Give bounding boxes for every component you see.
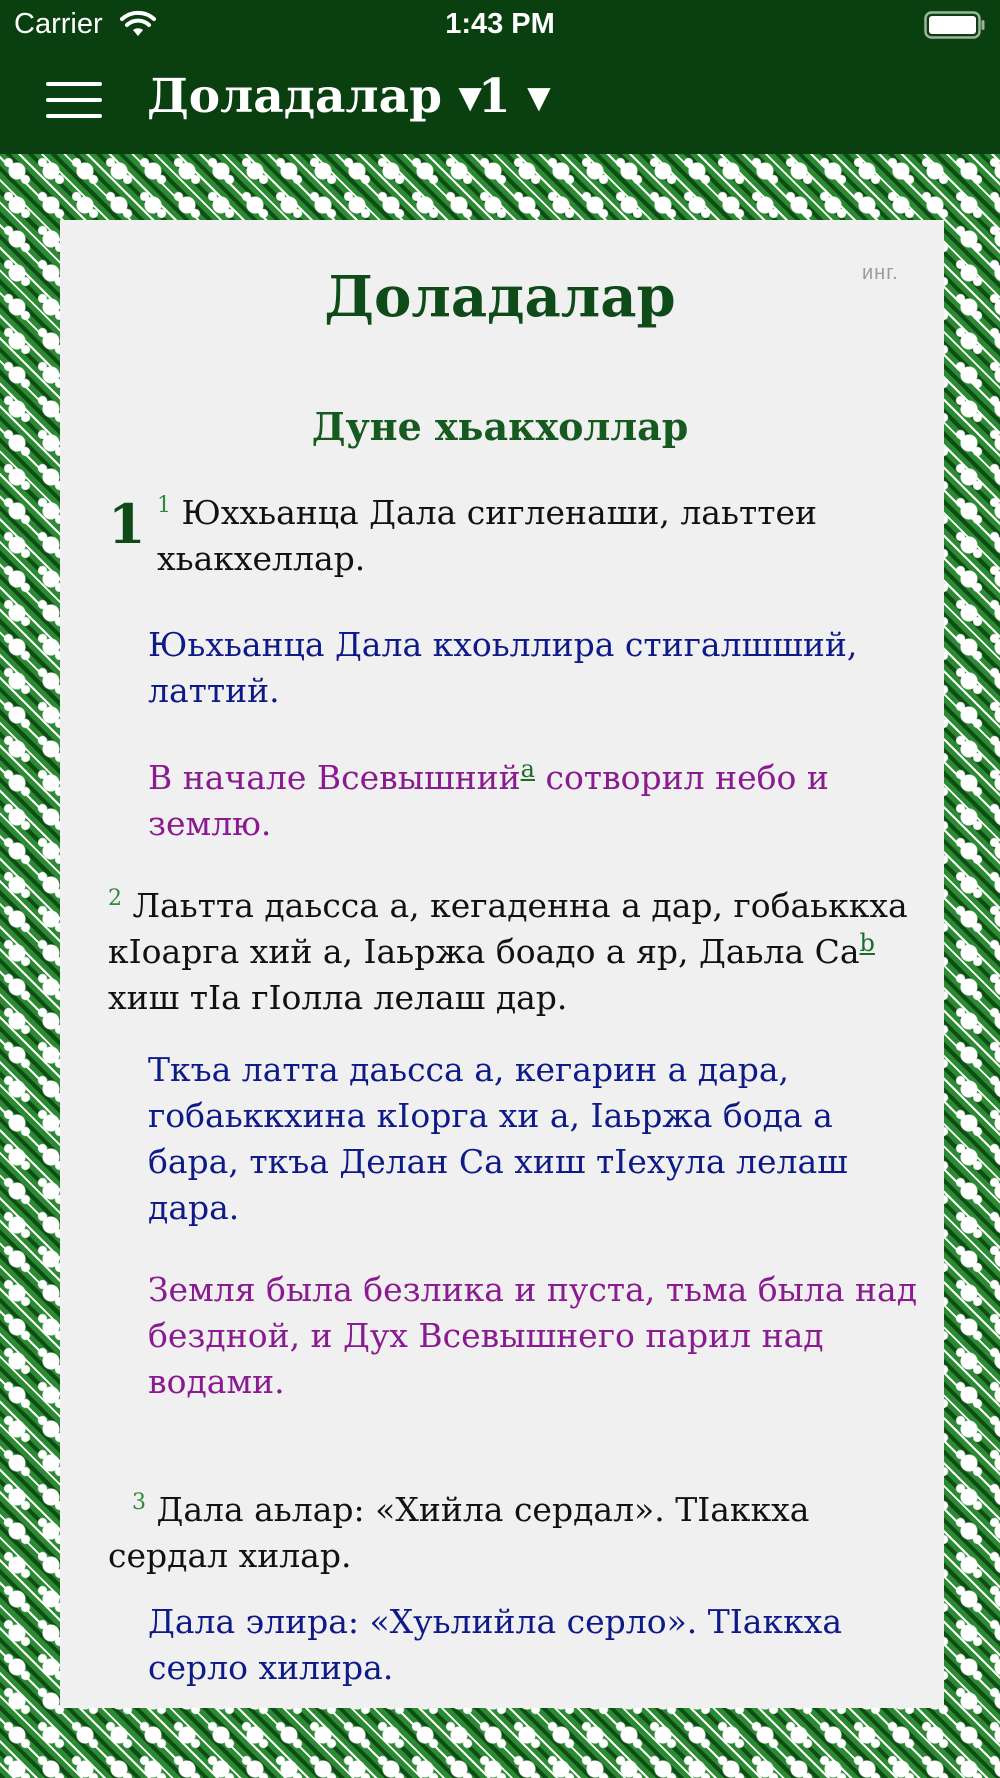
verse-text: хьакхеллар. — [157, 539, 366, 578]
verse-number: 1 — [157, 493, 171, 518]
verse-3[interactable] — [108, 1487, 809, 1579]
chapter-selector[interactable]: 1 ▾ — [478, 69, 551, 124]
verse-text: Дала аьлар: «Хийла сердал». ТIаккха — [156, 1490, 810, 1529]
footnote-marker[interactable]: a — [520, 755, 535, 783]
language-label[interactable]: инг. — [862, 262, 899, 284]
section-heading: Дуне хьакхоллар — [311, 404, 689, 449]
verse-number: 3 — [132, 1490, 146, 1515]
translation-line: Ткъа латта даьсса а, кегарин а дара, — [148, 1050, 790, 1089]
translation-line: бездной, и Дух Всевышнего парил над — [148, 1316, 824, 1355]
menu-icon[interactable] — [46, 78, 102, 122]
book-title: Доладалар — [324, 264, 676, 330]
translation-line: водами. — [148, 1362, 285, 1401]
verse-text: Юххьанца Дала сигленаши, лаьттеи — [181, 493, 817, 532]
translation-line: Дала элира: «Хуьлийла серло». ТIаккха — [148, 1602, 843, 1641]
verse-text: хиш тIа гIолла лелаш дар. — [108, 978, 568, 1017]
verse-text: Лаьтта даьсса а, кегаденна а дар, гобаьккха — [132, 886, 908, 925]
verse-3-translation-1[interactable] — [148, 1599, 842, 1691]
verse-text: кIоарга хий а, Iаьржа боадо а яр, Даьла Са — [108, 932, 860, 971]
verse-number: 2 — [108, 886, 122, 911]
verse-1-translation-1[interactable] — [148, 622, 857, 714]
verse-2-translation-2[interactable] — [148, 1267, 917, 1405]
translation-line: землю. — [148, 804, 272, 843]
translation-line: дара. — [148, 1188, 240, 1227]
status-time: 1:43 PM — [445, 8, 555, 40]
status-bar — [0, 0, 1000, 52]
verse-2[interactable] — [108, 883, 908, 1021]
translation-line: гобаьккхина кIорга хи а, Iаьржа бода а — [148, 1096, 833, 1135]
verse-1-translation-2[interactable] — [148, 755, 829, 847]
carrier-label: Carrier — [14, 8, 103, 40]
verse-1-line-2[interactable] — [157, 536, 365, 582]
translation-line: Земля была безлика и пуста, тьма была над — [148, 1270, 918, 1309]
translation-line: бара, ткъа Делан Са хиш тIехула лелаш — [148, 1142, 848, 1181]
translation-line: Юьхьанца Дала кхоьллира стигалшший, — [148, 625, 858, 664]
translation-line: латтий. — [148, 671, 280, 710]
chapter-number: 1 — [108, 492, 146, 556]
book-selector[interactable]: Доладалар ▾ — [147, 69, 482, 124]
translation-line: серло хилира. — [148, 1648, 394, 1687]
footnote-marker[interactable]: b — [859, 929, 875, 957]
verse-2-translation-1[interactable] — [148, 1047, 848, 1231]
nav-bar — [0, 52, 1000, 154]
verse-1[interactable] — [157, 490, 817, 536]
battery-icon — [924, 11, 986, 39]
verse-text: сердал хилар. — [108, 1536, 352, 1575]
translation-text: сотворил небо и — [534, 758, 829, 797]
translation-text: В начале Всевышний — [148, 758, 521, 797]
